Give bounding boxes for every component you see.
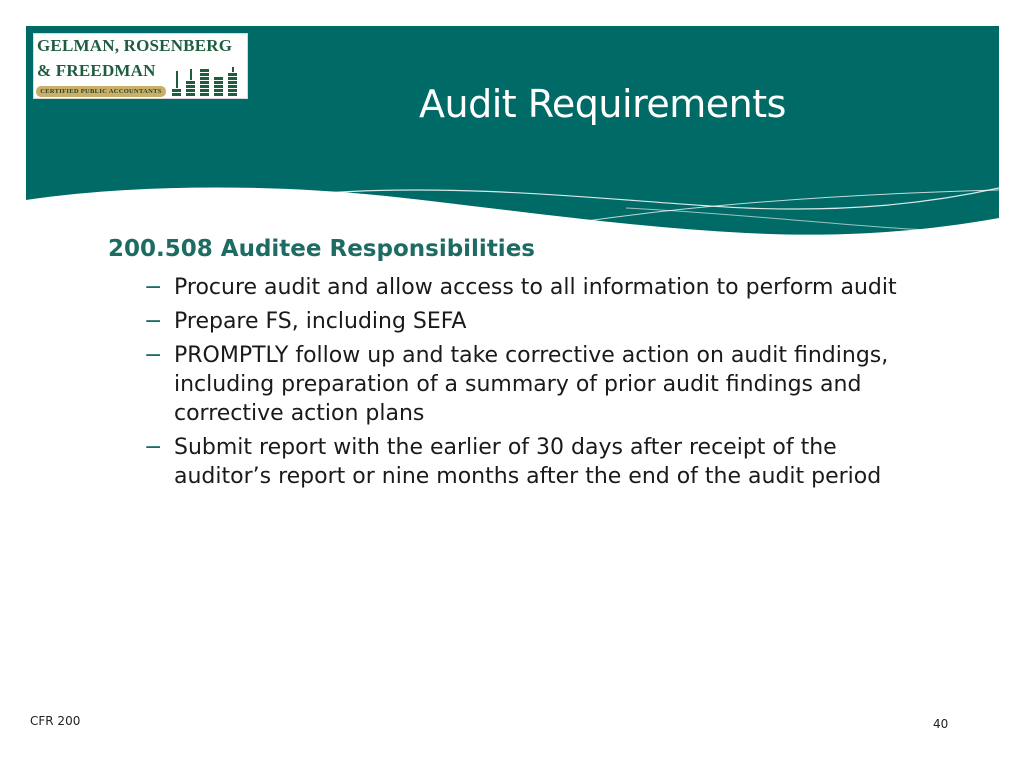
company-logo (33, 33, 248, 99)
logo-line-2: & FREEDMAN (37, 61, 156, 80)
slide-title: Audit Requirements (419, 82, 786, 126)
bullet-item (144, 433, 924, 491)
bullet-list (144, 273, 924, 496)
bullet-dash-icon: − (144, 309, 163, 334)
logo-tagline: CERTIFIED PUBLIC ACCOUNTANTS (36, 86, 166, 97)
bullet-text: Procure audit and allow access to all information to perform audit (174, 275, 897, 300)
abacus-bars-icon (170, 67, 246, 97)
bullet-dash-icon: − (144, 435, 163, 460)
bullet-item (144, 341, 924, 428)
section-heading: 200.508 Auditee Responsibilities (108, 236, 535, 262)
bullet-dash-icon: − (144, 275, 163, 300)
bullet-item (144, 307, 924, 336)
page-number: 40 (933, 717, 949, 731)
logo-line-1: GELMAN, ROSENBERG (37, 36, 233, 55)
bullet-text: Prepare FS, including SEFA (174, 309, 467, 334)
bullet-text: Submit report with the earlier of 30 days after receipt of the auditor’s report or nine months after the end of the audit period (174, 435, 882, 489)
bullet-text: PROMPTLY follow up and take corrective action on audit findings, including preparation of a summary of prior audit findings and corrective action plans (174, 343, 889, 426)
bullet-item (144, 273, 924, 302)
bullet-dash-icon: − (144, 343, 163, 368)
footer-label: CFR 200 (30, 714, 81, 728)
